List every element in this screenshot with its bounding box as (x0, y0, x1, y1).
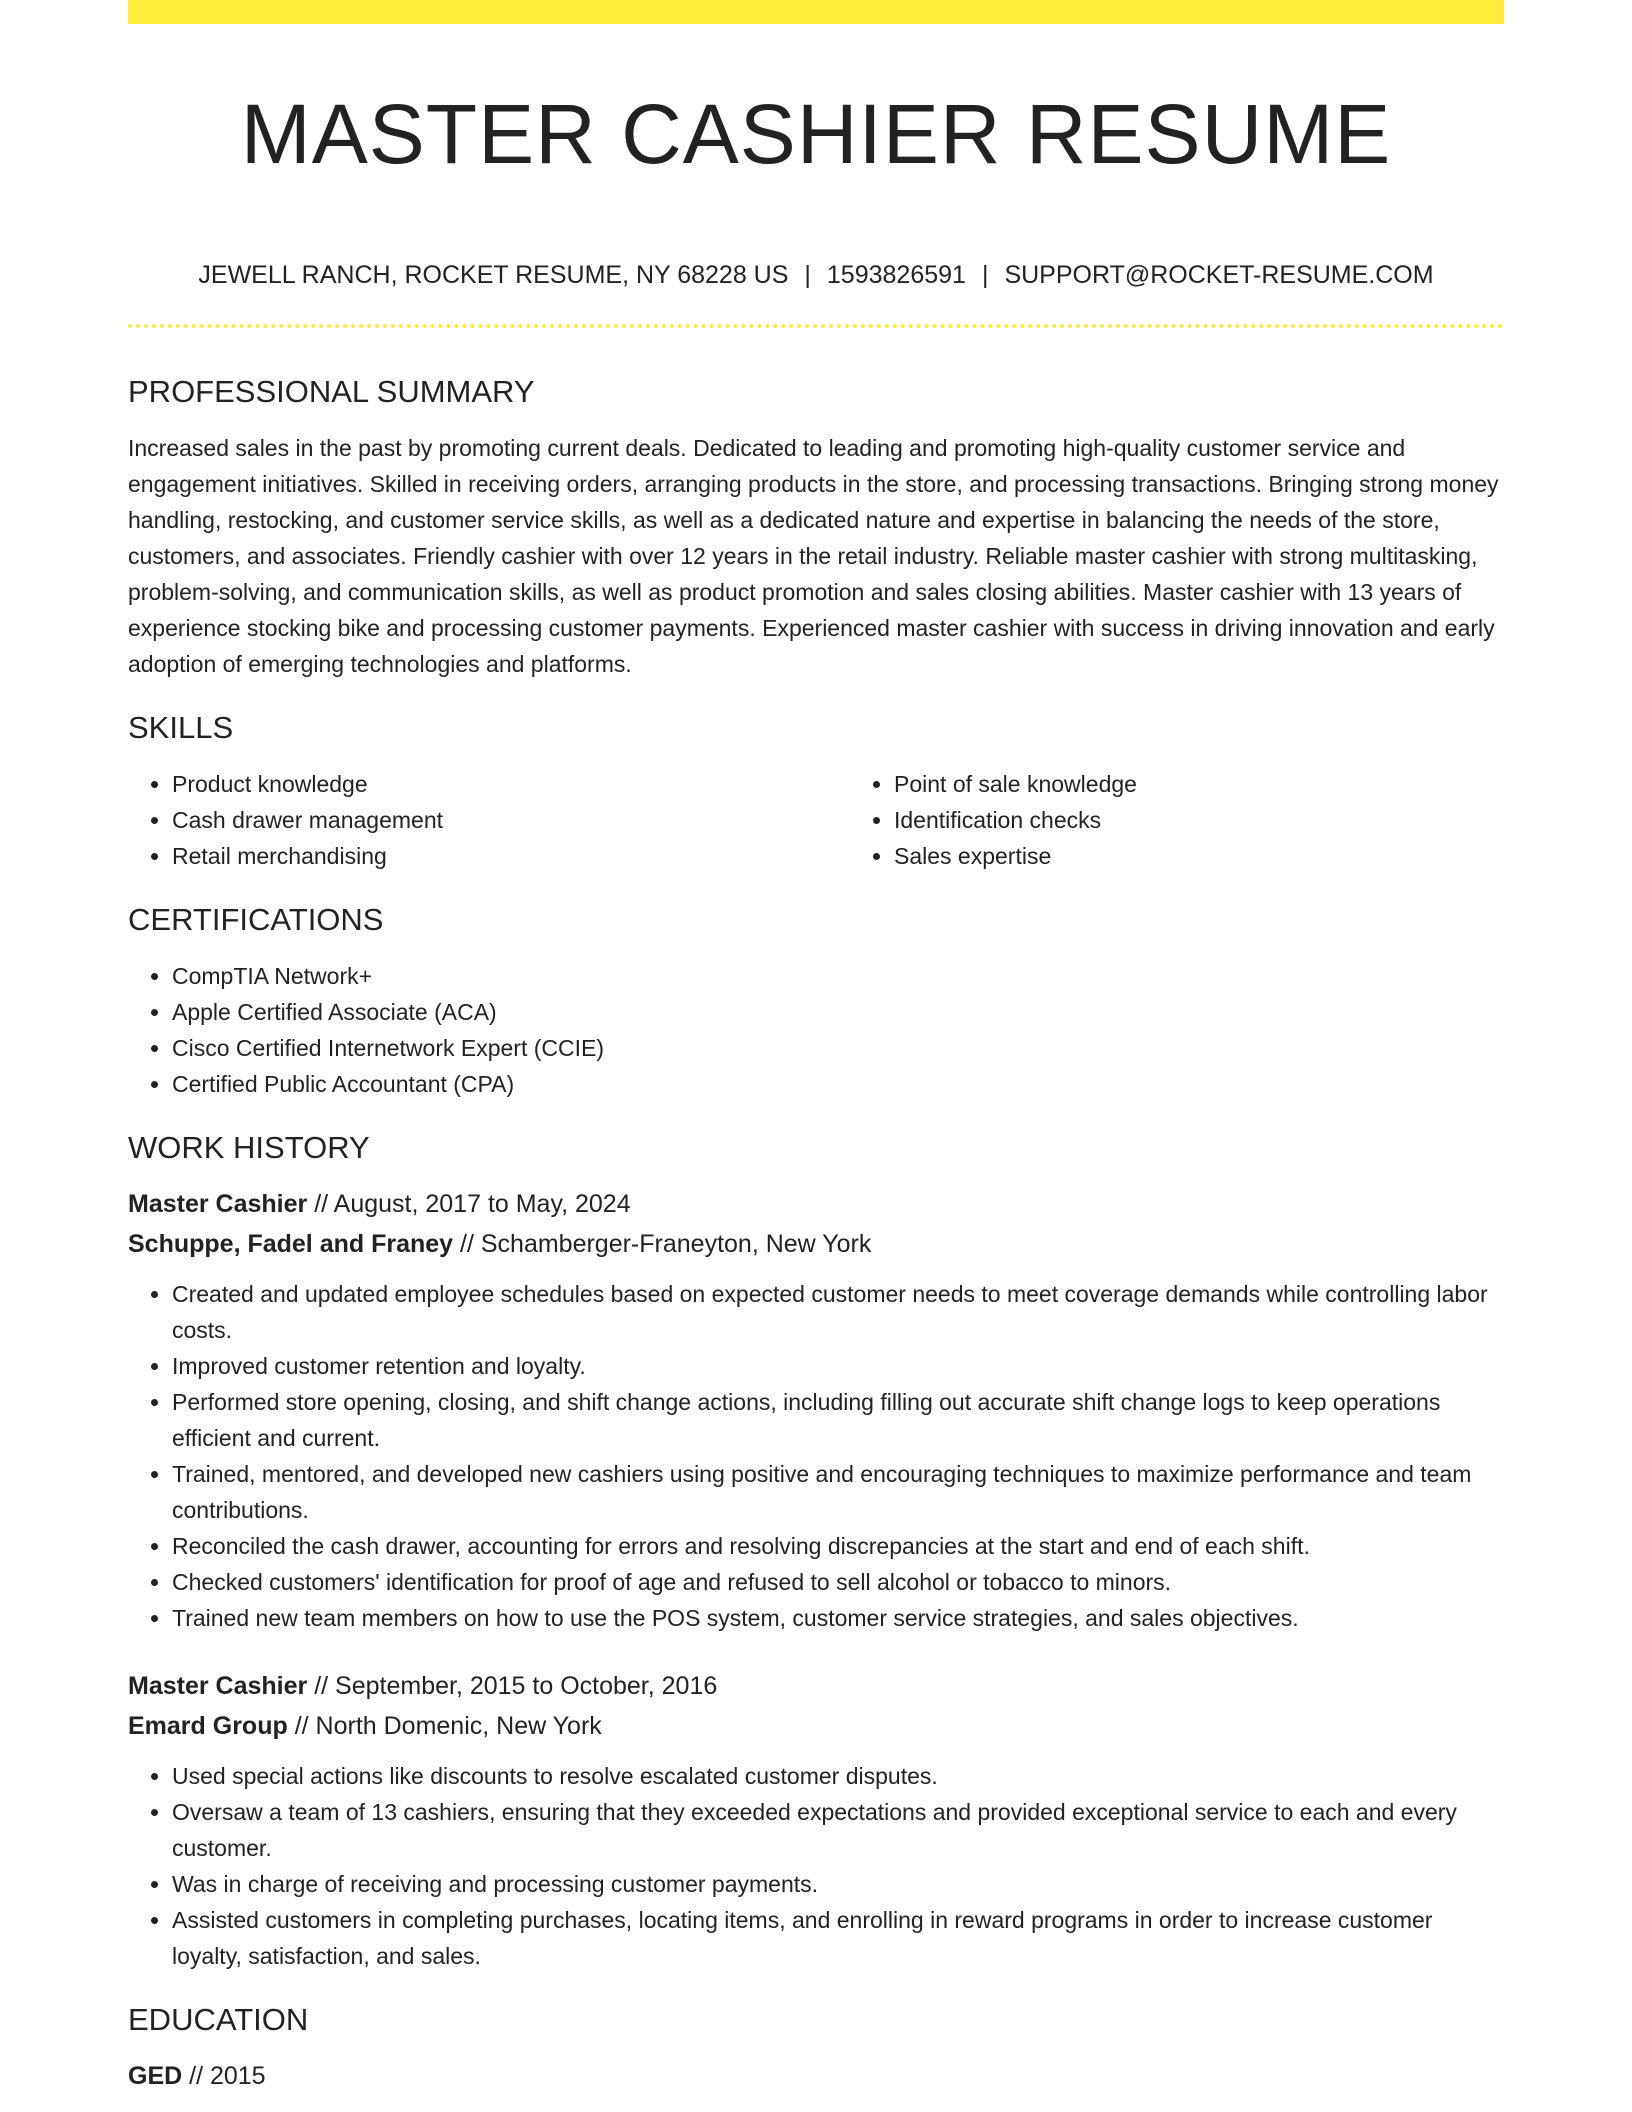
job-bullets (128, 1276, 1504, 1636)
job-bullet: • Used special actions like discounts to resolve escalated customer disputes. (172, 1758, 1504, 1794)
job-bullet: • Oversaw a team of 13 cashiers, ensuring that they exceeded expectations and provided exceptional service to each and every customer. (172, 1794, 1504, 1866)
skill-item: • Identification checks (894, 802, 1572, 838)
job-company: Emard Group (128, 1712, 288, 1740)
skill-item: • Product knowledge (172, 766, 850, 802)
work-history-heading: WORK HISTORY (128, 1130, 370, 1165)
contact-address: JEWELL RANCH, ROCKET RESUME, NY 68228 US (198, 261, 789, 289)
certifications-list (128, 958, 1504, 1102)
resume-page (128, 0, 1504, 2096)
job-title: Master Cashier (128, 1672, 308, 1700)
job-bullet: • Improved customer retention and loyalty. (172, 1348, 1504, 1384)
skills-list (128, 766, 1504, 874)
job-location: // Schamberger-Franeyton, New York (453, 1230, 872, 1258)
skill-item: • Cash drawer management (172, 802, 850, 838)
job-bullet: • Checked customers' identification for proof of age and refused to sell alcohol or tobacco to minors. (172, 1564, 1504, 1600)
job-entry (128, 1184, 1504, 1636)
certifications-heading: CERTIFICATIONS (128, 902, 384, 937)
education-heading: EDUCATION (128, 2002, 309, 2037)
contact-line (128, 258, 1504, 292)
job-title-line (128, 1184, 1504, 1224)
certification-item: • Cisco Certified Internetwork Expert (CCIE) (172, 1030, 1504, 1066)
job-company-line (128, 1706, 1504, 1746)
job-title: Master Cashier (128, 1190, 308, 1218)
skill-item: • Retail merchandising (172, 838, 850, 874)
job-bullet: • Reconciled the cash drawer, accounting for errors and resolving discrepancies at the start and end of each shift. (172, 1528, 1504, 1564)
education-entry (128, 2056, 1504, 2096)
contact-separator: | (804, 261, 811, 289)
contact-email[interactable]: SUPPORT@ROCKET-RESUME.COM (1004, 261, 1434, 289)
summary-text: Increased sales in the past by promoting current deals. Dedicated to leading and promoting high-quality customer service and engagement initiatives. Skilled in receiving orders, arranging products in the store, and processing transactions. Bringing strong money handling, restocking, and customer service skills, as well as a dedicated nature and expertise in balancing the needs of the store, customers, and associates. Friendly cashier with over 12 years in the retail industry. Reliable master cashier with strong multitasking, problem-solving, and communication skills, as well as product promotion and sales closing abilities. Master cashier with 13 years of experience stocking bike and processing customer payments. Experienced master cashier with success in driving innovation and early adoption of emerging technologies and platforms. (128, 435, 1499, 677)
education-degree: GED (128, 2062, 183, 2090)
certification-item: • CompTIA Network+ (172, 958, 1504, 994)
accent-bar (128, 0, 1504, 24)
job-bullet: • Performed store opening, closing, and shift change actions, including filling out accurate shift change logs to keep operations efficient and current. (172, 1384, 1504, 1456)
job-bullets (128, 1758, 1504, 1974)
summary-heading: PROFESSIONAL SUMMARY (128, 374, 535, 409)
certification-item: • Certified Public Accountant (CPA) (172, 1066, 1504, 1102)
job-company-line (128, 1224, 1504, 1264)
job-title-line (128, 1666, 1504, 1706)
job-bullet: • Assisted customers in completing purchases, locating items, and enrolling in reward programs in order to increase customer loyalty, satisfaction, and sales. (172, 1902, 1504, 1974)
skills-column-right (850, 766, 1572, 874)
job-bullet: • Was in charge of receiving and processing customer payments. (172, 1866, 1504, 1902)
job-dates: // September, 2015 to October, 2016 (307, 1672, 718, 1700)
education-year: // 2015 (182, 2062, 266, 2090)
certification-item: • Apple Certified Associate (ACA) (172, 994, 1504, 1030)
job-bullet: • Created and updated employee schedules based on expected customer needs to meet coverage demands while controlling labor costs. (172, 1276, 1504, 1348)
job-bullet: • Trained, mentored, and developed new cashiers using positive and encouraging techniques to maximize performance and team contributions. (172, 1456, 1504, 1528)
skill-item: • Point of sale knowledge (894, 766, 1572, 802)
job-company: Schuppe, Fadel and Franey (128, 1230, 454, 1258)
page-title: MASTER CASHIER RESUME (240, 87, 1392, 181)
dotted-divider (128, 324, 1504, 328)
skills-heading: SKILLS (128, 710, 234, 745)
job-location: // North Domenic, New York (287, 1712, 602, 1740)
job-bullet: • Trained new team members on how to use the POS system, customer service strategies, and sales objectives. (172, 1600, 1504, 1636)
job-dates: // August, 2017 to May, 2024 (307, 1190, 631, 1218)
skills-column-left (128, 766, 850, 874)
job-entry (128, 1666, 1504, 1974)
contact-phone: 1593826591 (826, 261, 966, 289)
contact-separator: | (981, 261, 989, 289)
skill-item: • Sales expertise (894, 838, 1572, 874)
